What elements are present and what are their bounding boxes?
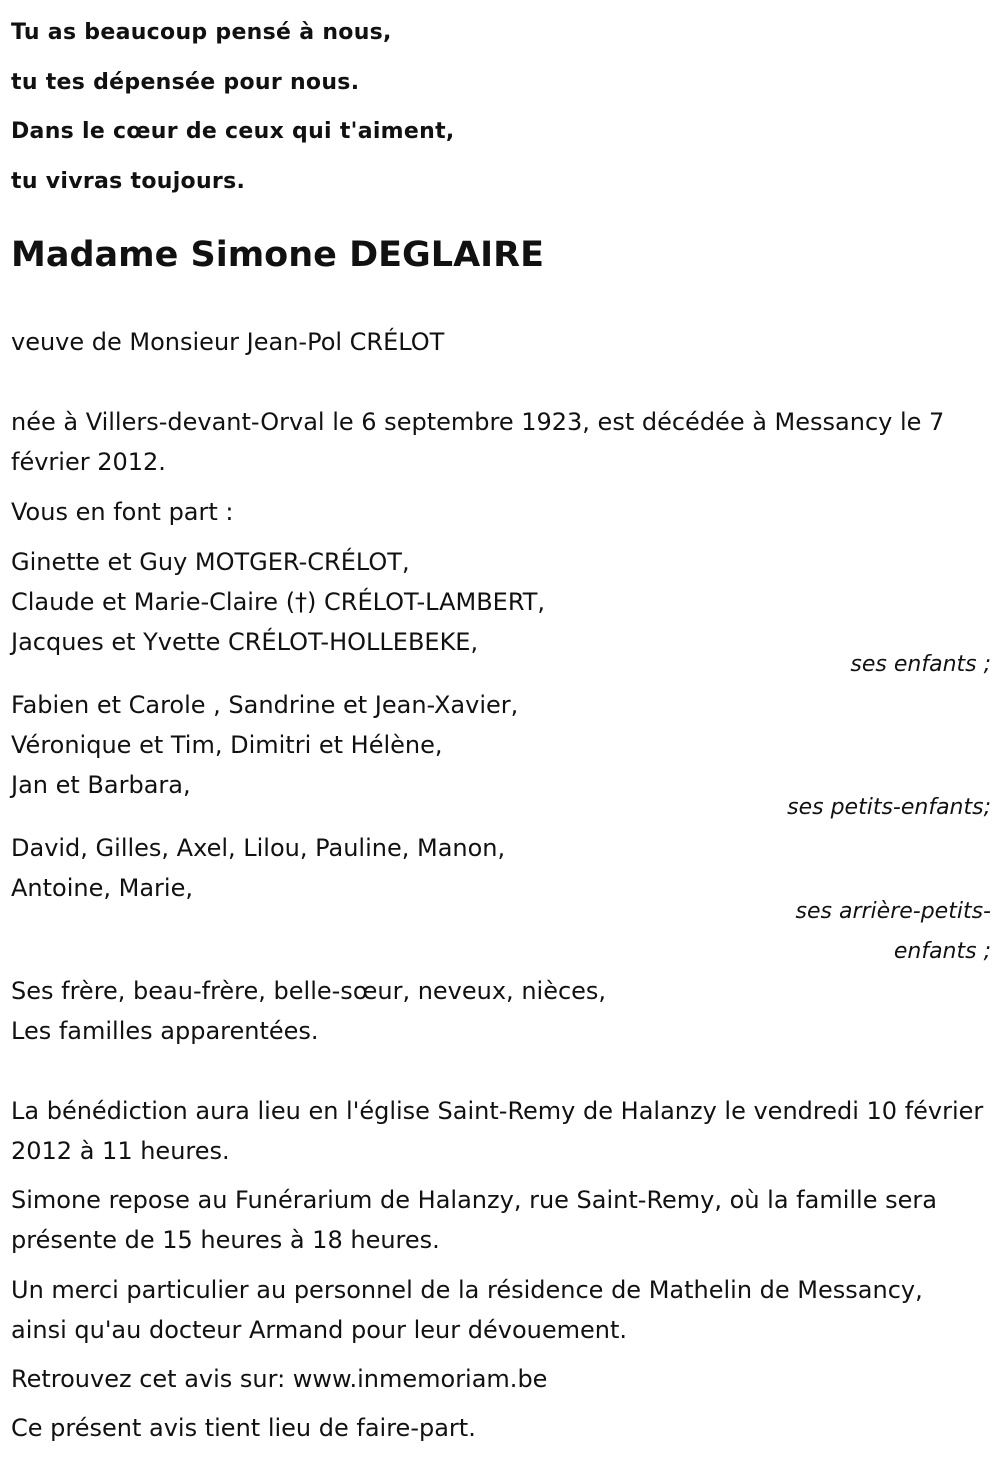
visitation-paragraph: Simone repose au Funérarium de Halanzy, rue Saint-Remy, où la famille sera présente de 15 heures à 18 heures. [11, 1186, 937, 1254]
list-item: Jan et Barbara, [11, 771, 191, 799]
list-item: Ginette et Guy MOTGER-CRÉLOT, [11, 548, 410, 576]
list-item: Claude et Marie-Claire (†) CRÉLOT-LAMBERT, [11, 588, 546, 616]
list-item: David, Gilles, Axel, Lilou, Pauline, Manon, [11, 834, 506, 862]
list-item: Fabien et Carole , Sandrine et Jean-Xavier, [11, 691, 519, 719]
list-item: Antoine, Marie, [11, 874, 193, 902]
role-line: enfants ; [893, 939, 991, 964]
deceased-name: Madame Simone DEGLAIRE [11, 235, 545, 275]
poem-line: tu tes dépensée pour nous. [11, 69, 360, 95]
grandchildren-list [11, 685, 518, 805]
thanks-paragraph: Un merci particulier au personnel de la résidence de Mathelin de Messancy, ainsi qu'au docteur Armand pour leur dévouement. [11, 1276, 923, 1344]
grandchildren-role: ses petits-enfants; [787, 795, 991, 820]
poem [11, 8, 455, 206]
children-role: ses enfants ; [850, 652, 991, 677]
ceremony-paragraph: La bénédiction aura lieu en l'église Saint-Remy de Halanzy le vendredi 10 février 2012 à 11 heures. [11, 1097, 984, 1165]
widow-of: veuve de Monsieur Jean-Pol CRÉLOT [11, 328, 445, 356]
great-grandchildren-list [11, 828, 505, 908]
birth-death: née à Villers-devant-Orval le 6 septembre 1923, est décédée à Messancy le 7 février 2012. [11, 408, 945, 476]
poem-line: Tu as beaucoup pensé à nous, [11, 20, 392, 45]
role-line: ses arrière-petits- [795, 899, 991, 924]
relatives-list [11, 971, 606, 1051]
list-item: Jacques et Yvette CRÉLOT-HOLLEBEKE, [11, 628, 479, 656]
poem-line: Dans le cœur de ceux qui t'aiment, [11, 119, 455, 144]
list-item: Ses frère, beau-frère, belle-sœur, neveux, nièces, [11, 977, 607, 1005]
list-item: Les familles apparentées. [11, 1017, 319, 1045]
poem-line: tu vivras toujours. [11, 168, 246, 194]
list-item: Véronique et Tim, Dimitri et Hélène, [11, 731, 443, 759]
announce-intro: Vous en font part : [11, 498, 234, 526]
closing-line: Ce présent avis tient lieu de faire-part. [11, 1414, 476, 1442]
website-line: Retrouvez cet avis sur: www.inmemoriam.be [11, 1365, 548, 1393]
children-list [11, 542, 545, 662]
great-grandchildren-role [796, 892, 991, 972]
